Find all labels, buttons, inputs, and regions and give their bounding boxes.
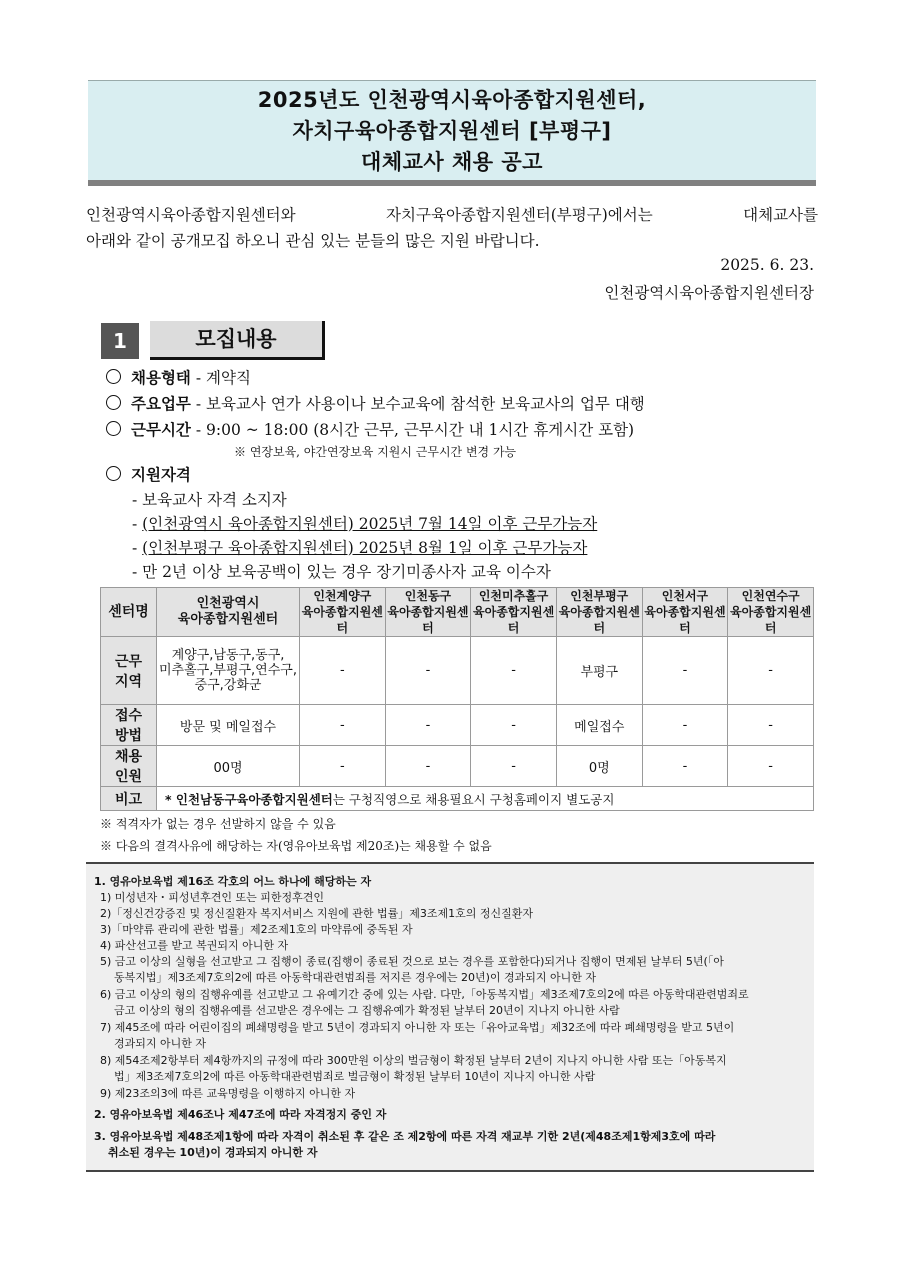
table-cell: - (300, 637, 386, 705)
qualification-2 (132, 512, 597, 534)
intro-line-1: 인천광역시육아종합지원센터와 자치구육아종합지원센터(부평구)에서는 대체교사를 (86, 206, 818, 224)
row-header-line-2: 지역 (114, 673, 143, 690)
center-name-line-2: 육아종합지원센터 (177, 612, 279, 627)
row-header-line-1: 접수 (114, 708, 143, 724)
item-value: - 보육교사 연가 사용이나 보수교육에 참석한 보육교사의 업무 대행 (195, 395, 645, 413)
intro-paragraph (86, 202, 818, 254)
table-cell: - (471, 746, 557, 787)
item-main-duty (106, 392, 645, 414)
center-name-line-1: 인천연수구 (741, 589, 800, 603)
dash: - (132, 539, 143, 557)
center-name-line-1: 인천계양구 (313, 589, 372, 603)
disq-item: 6) 금고 이상의 형의 집행유예를 선고받고 그 유예기간 중에 있는 사람. 다만,「아동복지법」제3조제7호의2에 따른 아동학대관련범죄로 (100, 988, 749, 1001)
remark-text: 는 구청직영으로 채용필요시 구청홈페이지 별도공지 (332, 791, 615, 807)
disq-heading-1: 1. 영유아보육법 제16조 각호의 어느 하나에 해당하는 자 (94, 875, 372, 888)
title-line-2: 자치구육아종합지원센터 [부평구] (292, 119, 612, 143)
center-name-line-1: 인천광역시 (196, 596, 260, 611)
header-center-name: 센터명 (101, 588, 157, 637)
item-value: - 9:00 ~ 18:00 (8시간 근무, 근무시간 내 1시간 휴게시간 포함) (195, 421, 635, 439)
title-line-3: 대체교사 채용 공고 (361, 150, 543, 174)
disq-item: 2)「정신건강증진 및 정신질환자 복지서비스 지원에 관한 법률」제3조제1호의 정신질환자 (100, 907, 534, 920)
area-line: 계양구,남동구,동구, (171, 648, 285, 663)
item-value: - 계약직 (195, 369, 251, 387)
item-work-hours (106, 418, 634, 440)
item-employment-type (106, 366, 251, 388)
table-cell: - (385, 637, 471, 705)
area-line: 미추홀구,부평구,연수구, (159, 663, 297, 678)
disq-item: 7) 제45조에 따라 어린이집의 폐쇄명령을 받고 5년이 경과되지 아니한 자 또는「유아교육법」제32조에 따라 폐쇄명령을 받고 5년이 (100, 1021, 735, 1034)
disq-item-cont: 금고 이상의 형의 집행유예를 선고받은 경우에는 그 집행유예가 확정된 날부터 20년이 지나지 아니한 사람 (114, 1004, 620, 1017)
issuer: 인천광역시육아종합지원센터장 (604, 284, 814, 302)
row-header-line-2: 인원 (114, 769, 143, 785)
announcement-date: 2025. 6. 23. (720, 256, 814, 274)
center-name-line-2: 육아종합지원센터 (730, 605, 812, 635)
qualification-2-text: (인천광역시 육아종합지원센터) 2025년 7월 14일 이후 근무가능자 (142, 515, 598, 533)
footnote-2: ※ 다음의 결격사유에 해당하는 자(영유아보육법 제20조)는 채용할 수 없음 (100, 839, 492, 853)
disq-item: 1) 미성년자・피성년후견인 또는 피한정후견인 (100, 891, 325, 904)
disq-item: 8) 제54조제2항부터 제4항까지의 규정에 따라 300만원 이상의 벌금형이 확정된 날부터 2년이 지나지 아니한 사람 또는「아동복지 (100, 1054, 727, 1067)
qualification-3 (132, 536, 587, 558)
item-label: 채용형태 (131, 368, 191, 387)
disq-heading-3: 3. 영유아보육법 제48조제1항에 따라 자격이 취소된 후 같은 조 제2항에 따른 자격 재교부 기한 2년(제48조제1항제3호에 따라 (94, 1130, 716, 1143)
remark-center-name: * 인천남동구육아종합지원센터 (165, 791, 333, 807)
header-center (556, 588, 642, 637)
center-name-line-2: 육아종합지원센터 (301, 605, 383, 635)
disq-item: 9) 제23조의3에 따른 교육명령을 이행하지 아니한 자 (100, 1087, 356, 1100)
table-cell: - (385, 705, 471, 746)
table-cell: 00명 (157, 746, 300, 787)
section-title-box (150, 321, 325, 360)
table-cell: - (642, 637, 728, 705)
circle-bullet-icon (106, 395, 121, 410)
section-number: 1 (101, 323, 139, 359)
disq-item-cont: 경과되지 아니한 자 (114, 1037, 207, 1050)
row-header-application-method (101, 705, 157, 746)
row-header-line-1: 채용 (114, 749, 143, 765)
circle-bullet-icon (106, 466, 121, 481)
title-line-1: 2025년도 인천광역시육아종합지원센터, (257, 88, 647, 112)
title-banner (88, 80, 816, 181)
table-row-remark (101, 787, 814, 811)
area-line: 중구,강화군 (194, 678, 262, 693)
header-center (728, 588, 814, 637)
item-label: 지원자격 (131, 465, 191, 484)
center-name-line-1: 인천서구 (661, 589, 709, 603)
row-header-work-area (101, 637, 157, 705)
table-cell: - (642, 746, 728, 787)
table-cell: - (471, 637, 557, 705)
center-name-line-2: 육아종합지원센터 (473, 605, 555, 635)
footnote-1: ※ 적격자가 없는 경우 선발하지 않을 수 있음 (100, 817, 336, 831)
item-label: 근무시간 (131, 420, 191, 439)
row-header-remark: 비고 (101, 787, 157, 811)
table-cell: - (642, 705, 728, 746)
header-center (157, 588, 300, 637)
table-cell: 0명 (556, 746, 642, 787)
center-name-line-1: 인천동구 (404, 589, 452, 603)
table-row (101, 746, 814, 787)
table-cell: - (728, 705, 814, 746)
row-header-line-1: 근무 (114, 653, 143, 670)
item-qualification (106, 463, 191, 485)
header-center (642, 588, 728, 637)
disq-item-cont: 동복지법」제3조제7호의2에 따른 아동학대관련범죄를 저지른 경우에는 20년)이 경과되지 아니한 자 (114, 971, 597, 984)
table-cell: - (300, 705, 386, 746)
item-label: 주요업무 (131, 394, 191, 413)
row-header-line-2: 방법 (114, 728, 143, 744)
section-title: 모집내용 (195, 327, 277, 351)
header-center (385, 588, 471, 637)
disq-item: 4) 파산선고를 받고 복권되지 아니한 자 (100, 939, 289, 952)
table-cell: - (728, 746, 814, 787)
disq-item: 5) 금고 이상의 실형을 선고받고 그 집행이 종료(집행이 종료된 것으로 보는 경우를 포함한다)되거나 집행이 면제된 날부터 5년(「아 (100, 955, 724, 968)
table-cell: - (300, 746, 386, 787)
title-underline (88, 180, 816, 186)
center-name-line-1: 인천부평구 (570, 589, 629, 603)
row-header-headcount (101, 746, 157, 787)
intro-line-2: 아래와 같이 공개모집 하오니 관심 있는 분들의 많은 지원 바랍니다. (86, 232, 540, 250)
table-cell: 메일접수 (556, 705, 642, 746)
table-cell: - (385, 746, 471, 787)
remark-cell (157, 787, 814, 811)
disq-heading-2: 2. 영유아보육법 제46조나 제47조에 따라 자격정지 중인 자 (94, 1108, 387, 1121)
dash: - (132, 515, 143, 533)
table-cell: - (471, 705, 557, 746)
table-cell: 부평구 (556, 637, 642, 705)
table-row (101, 705, 814, 746)
table-cell (157, 637, 300, 705)
header-center (471, 588, 557, 637)
circle-bullet-icon (106, 421, 121, 436)
center-name-line-1: 인천미추홀구 (478, 589, 549, 603)
center-name-line-2: 육아종합지원센터 (644, 605, 726, 635)
table-cell: 방문 및 메일접수 (157, 705, 300, 746)
table-cell: - (728, 637, 814, 705)
hours-note: ※ 연장보육, 야간연장보육 지원시 근무시간 변경 가능 (234, 445, 517, 459)
qualification-4: - 만 2년 이상 보육공백이 있는 경우 장기미종사자 교육 이수자 (132, 563, 551, 581)
disq-item: 3)「마약류 관리에 관한 법률」제2조제1호의 마약류에 중독된 자 (100, 923, 413, 936)
center-name-line-2: 육아종합지원센터 (558, 605, 640, 635)
disq-heading-3-cont: 취소된 경우는 10년)이 경과되지 아니한 자 (108, 1146, 318, 1159)
recruitment-table (100, 587, 814, 811)
circle-bullet-icon (106, 369, 121, 384)
table-row (101, 637, 814, 705)
disqualification-box (86, 862, 814, 1172)
center-name-line-2: 육아종합지원센터 (387, 605, 469, 635)
header-center (300, 588, 386, 637)
table-header-row (101, 588, 814, 637)
qualification-1: - 보육교사 자격 소지자 (132, 491, 287, 509)
qualification-3-text: (인천부평구 육아종합지원센터) 2025년 8월 1일 이후 근무가능자 (142, 539, 588, 557)
disq-item-cont: 법」제3조제7호의2에 따른 아동학대관련범죄로 벌금형이 확정된 날부터 10년이 지나지 아니한 사람 (114, 1070, 596, 1083)
